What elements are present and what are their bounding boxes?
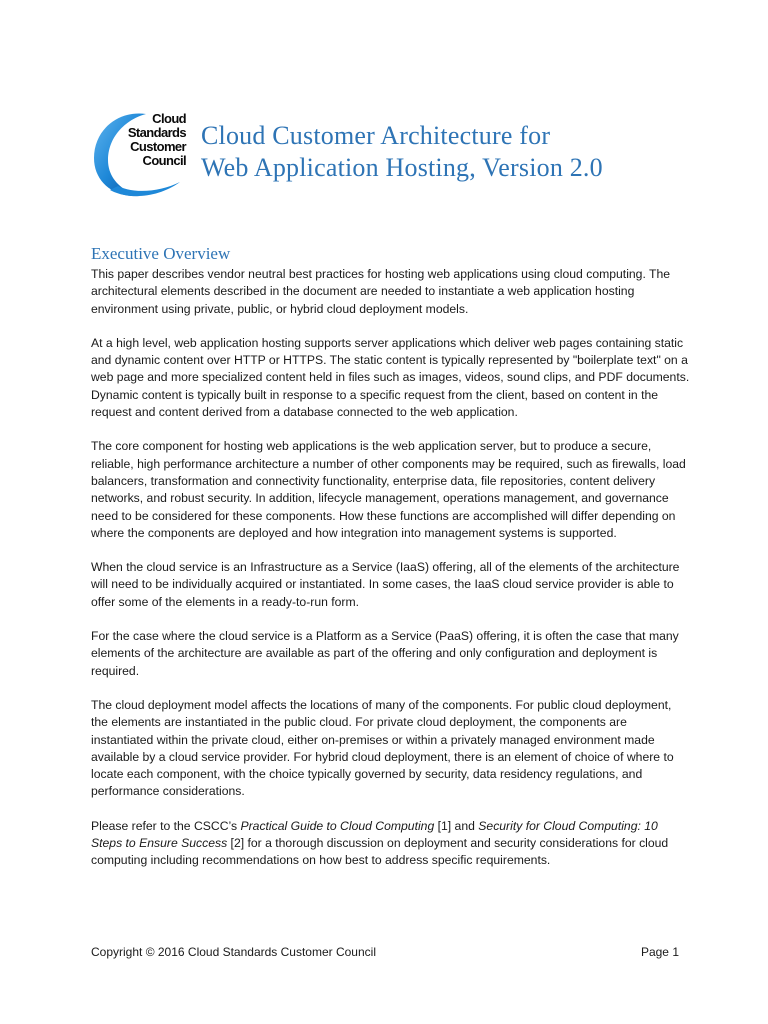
reference-title-2: Security for Cloud Computing: 10 Steps to Ensure Success — [91, 818, 658, 851]
logo-line: Council — [142, 153, 186, 168]
paragraph: At a high level, web application hosting supports server applications which deliver web pages containing static and dynamic content over HTTP or HTTPS. The static content is typically represented by "boilerplate text" on a web page and more specialized content held in files such as images, videos, sound clips, and PDF documents. Dynamic content is typically built in response to a specific request from the client, based on content in the request and content derived from a database connected to the web application. — [91, 335, 690, 420]
logo-line: Standards — [127, 125, 186, 140]
logo-text — [116, 112, 186, 168]
page-number: Page 1 — [640, 945, 679, 959]
document-title — [201, 120, 603, 184]
copyright-text: Copyright © 2016 Cloud Standards Customer Council — [91, 945, 376, 959]
logo-line: Customer — [130, 139, 186, 154]
paragraph: When the cloud service is an Infrastructure as a Service (IaaS) offering, all of the elements of the architecture will need to be individually acquired or instantiated. In some cases, the IaaS cloud service provider is able to offer some of the elements in a ready-to-run form. — [91, 560, 680, 609]
reference-text: [1] and — [434, 818, 479, 833]
reference-text: Please refer to the CSCC’s — [91, 818, 241, 833]
cscc-logo — [88, 108, 188, 198]
document-body — [91, 243, 691, 887]
paragraph: The core component for hosting web applications is the web application server, but to produce a secure, reliable, high performance architecture a number of other components may be required, such as firewalls, load balancers, transformation and connectivity functionality, enterprise data, file repositories, content delivery networks, and robust security. In addition, lifecycle management, operations management, and governance need to be considered for these components. How these functions are accomplished will differ depending on where the components are deployed and how integration into management systems is supported. — [91, 439, 686, 540]
reference-paragraph — [91, 818, 691, 870]
reference-text: [2] for a thorough discussion on deployment and security considerations for cloud computing including recommendations on how best to address specific requirements. — [91, 836, 669, 868]
reference-title-1: Practical Guide to Cloud Computing — [240, 818, 435, 833]
paragraph: The cloud deployment model affects the locations of many of the components. For public cloud deployment, the elements are instantiated in the public cloud. For private cloud deployment, the components are instantiated within the private cloud, either on-premises or within a privately managed environment made available by a cloud service provider. For hybrid cloud deployment, there is an element of choice of where to locate each component, with the choice typically governed by security, data residency regulations, and performance considerations. — [91, 697, 674, 799]
document-header — [88, 108, 688, 198]
logo-line: Cloud — [152, 111, 186, 126]
title-line-2: Web Application Hosting, Version 2.0 — [201, 153, 603, 182]
section-heading: Executive Overview — [91, 244, 231, 263]
title-line-1: Cloud Customer Architecture for — [201, 121, 551, 150]
paragraph: This paper describes vendor neutral best practices for hosting web applications using cloud computing. The architectural elements described in the document are needed to instantiate a web application hosting environment using private, public, or hybrid cloud deployment models. — [91, 267, 671, 316]
paragraph: For the case where the cloud service is a Platform as a Service (PaaS) offering, it is often the case that many elements of the architecture are available as part of the offering and only configuration and deployment is required. — [91, 629, 679, 678]
